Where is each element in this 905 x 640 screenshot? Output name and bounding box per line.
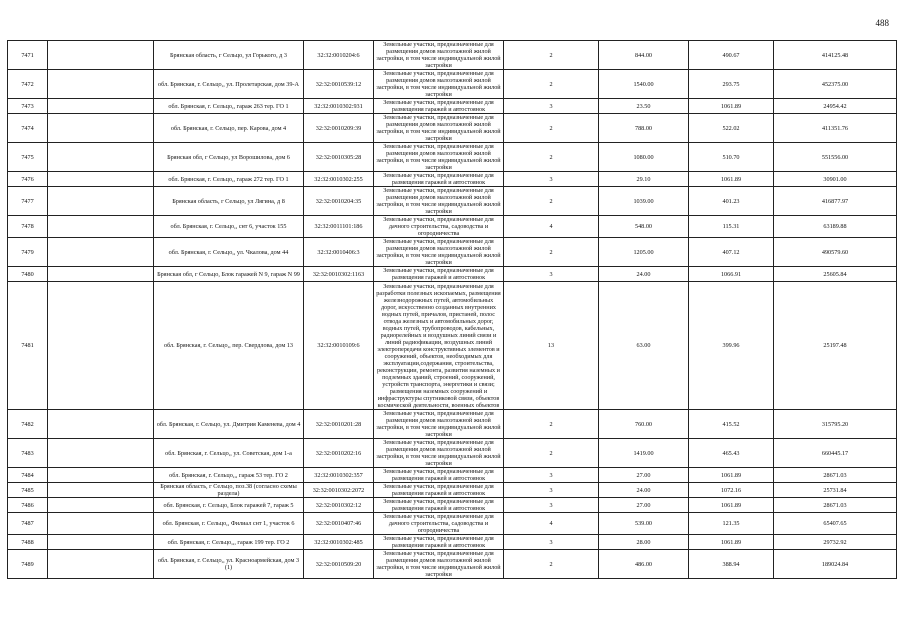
cadastral-number-cell: 32:32:0010302:357 bbox=[304, 468, 374, 483]
address-cell: обл. Брянская, г. Сельцо,, пер. Свердлова, дом 13 bbox=[154, 282, 304, 410]
cadastral-number-cell: 32:32:0010202:16 bbox=[304, 439, 374, 468]
empty-cell bbox=[48, 535, 154, 550]
area-cell: 1205.00 bbox=[599, 238, 689, 267]
cadastral-number-cell: 32:32:0010302:12 bbox=[304, 498, 374, 513]
cadastral-number-cell: 32:32:0011101:186 bbox=[304, 216, 374, 238]
row-number: 7473 bbox=[8, 99, 48, 114]
cadastral-value-cell: 490579.60 bbox=[774, 238, 897, 267]
empty-cell bbox=[48, 550, 154, 579]
cadastral-number-cell: 32:32:0010302:1163 bbox=[304, 267, 374, 282]
table-row bbox=[8, 99, 897, 114]
cadastral-value-cell: 28671.03 bbox=[774, 498, 897, 513]
empty-cell bbox=[48, 483, 154, 498]
use-group-cell: 3 bbox=[504, 172, 599, 187]
area-cell: 29.10 bbox=[599, 172, 689, 187]
area-cell: 23.50 bbox=[599, 99, 689, 114]
address-cell: обл. Брянская, г. Сельцо,, ул. Советская, дом 1-а bbox=[154, 439, 304, 468]
use-group-cell: 2 bbox=[504, 187, 599, 216]
address-cell: обл. Брянская, г. Сельцо, пер. Карова, дом 4 bbox=[154, 114, 304, 143]
table-row bbox=[8, 41, 897, 70]
land-use-cell: Земельные участки, предназначенные для размещения гаражей и автостоянок bbox=[374, 468, 504, 483]
use-group-cell: 2 bbox=[504, 550, 599, 579]
empty-cell bbox=[48, 99, 154, 114]
table-row bbox=[8, 498, 897, 513]
area-cell: 539.00 bbox=[599, 513, 689, 535]
specific-value-cell: 407.12 bbox=[689, 238, 774, 267]
table-row bbox=[8, 172, 897, 187]
use-group-cell: 2 bbox=[504, 410, 599, 439]
table-row bbox=[8, 483, 897, 498]
empty-cell bbox=[48, 513, 154, 535]
land-use-cell: Земельные участки, предназначенные для размещения домов малоэтажной жилой застройки, в том числе индивидуальной жилой застройки bbox=[374, 143, 504, 172]
use-group-cell: 3 bbox=[504, 267, 599, 282]
land-use-cell: Земельные участки, предназначенные для размещения домов малоэтажной жилой застройки, в том числе индивидуальной жилой застройки bbox=[374, 550, 504, 579]
specific-value-cell: 1061.89 bbox=[689, 99, 774, 114]
empty-cell bbox=[48, 267, 154, 282]
cadastral-number-cell: 32:32:0010204:35 bbox=[304, 187, 374, 216]
empty-cell bbox=[48, 187, 154, 216]
address-cell: Брянская область, г Сельцо, поз.38 (согласно схемы раздела) bbox=[154, 483, 304, 498]
land-use-cell: Земельные участки, предназначенные для размещения домов малоэтажной жилой застройки, в том числе индивидуальной жилой застройки bbox=[374, 114, 504, 143]
table-row bbox=[8, 187, 897, 216]
row-number: 7483 bbox=[8, 439, 48, 468]
specific-value-cell: 115.31 bbox=[689, 216, 774, 238]
use-group-cell: 3 bbox=[504, 483, 599, 498]
table-row bbox=[8, 267, 897, 282]
use-group-cell: 2 bbox=[504, 143, 599, 172]
cadastral-number-cell: 32:32:0010407:46 bbox=[304, 513, 374, 535]
land-use-cell: Земельные участки, предназначенные для размещения гаражей и автостоянок bbox=[374, 483, 504, 498]
cadastral-number-cell: 32:32:0010109:6 bbox=[304, 282, 374, 410]
row-number: 7484 bbox=[8, 468, 48, 483]
land-use-cell: Земельные участки, предназначенные для размещения домов малоэтажной жилой застройки, в том числе индивидуальной жилой застройки bbox=[374, 238, 504, 267]
use-group-cell: 4 bbox=[504, 513, 599, 535]
row-number: 7478 bbox=[8, 216, 48, 238]
address-cell: обл. Брянская, г. Сельцо,, Филиал снт 1, участок 6 bbox=[154, 513, 304, 535]
row-number: 7476 bbox=[8, 172, 48, 187]
area-cell: 27.00 bbox=[599, 468, 689, 483]
table-row bbox=[8, 410, 897, 439]
specific-value-cell: 1061.89 bbox=[689, 172, 774, 187]
address-cell: Брянская область, г Сельцо, ул Горького, д 3 bbox=[154, 41, 304, 70]
use-group-cell: 4 bbox=[504, 216, 599, 238]
specific-value-cell: 490.67 bbox=[689, 41, 774, 70]
specific-value-cell: 121.35 bbox=[689, 513, 774, 535]
table-row bbox=[8, 70, 897, 99]
cadastral-number-cell: 32:32:0010201:28 bbox=[304, 410, 374, 439]
cadastral-number-cell: 32:32:0010302:2072 bbox=[304, 483, 374, 498]
empty-cell bbox=[48, 410, 154, 439]
specific-value-cell: 399.96 bbox=[689, 282, 774, 410]
area-cell: 844.00 bbox=[599, 41, 689, 70]
address-cell: обл. Брянская, г. Сельцо,, гараж 272 тер. ГО 1 bbox=[154, 172, 304, 187]
cadastral-value-table bbox=[7, 40, 897, 579]
cadastral-number-cell: 32:32:0010204:6 bbox=[304, 41, 374, 70]
specific-value-cell: 522.02 bbox=[689, 114, 774, 143]
row-number: 7489 bbox=[8, 550, 48, 579]
area-cell: 1419.00 bbox=[599, 439, 689, 468]
specific-value-cell: 1061.89 bbox=[689, 535, 774, 550]
table-row bbox=[8, 216, 897, 238]
area-cell: 760.00 bbox=[599, 410, 689, 439]
cadastral-value-cell: 411351.76 bbox=[774, 114, 897, 143]
cadastral-value-cell: 25731.84 bbox=[774, 483, 897, 498]
land-use-cell: Земельные участки, предназначенные для размещения гаражей и автостоянок bbox=[374, 99, 504, 114]
cadastral-number-cell: 32:32:0010406:3 bbox=[304, 238, 374, 267]
use-group-cell: 13 bbox=[504, 282, 599, 410]
land-use-cell: Земельные участки, предназначенные для размещения домов малоэтажной жилой застройки, в том числе индивидуальной жилой застройки bbox=[374, 70, 504, 99]
address-cell: обл. Брянская, г. Сельцо, ул. Дмитрия Каменева, дом 4 bbox=[154, 410, 304, 439]
cadastral-number-cell: 32:32:0010509:20 bbox=[304, 550, 374, 579]
use-group-cell: 3 bbox=[504, 468, 599, 483]
specific-value-cell: 388.94 bbox=[689, 550, 774, 579]
land-use-cell: Земельные участки, предназначенные для размещения домов малоэтажной жилой застройки, в том числе индивидуальной жилой застройки bbox=[374, 439, 504, 468]
address-cell: Брянская обл, г Сельцо, ул Ворошилова, дом 6 bbox=[154, 143, 304, 172]
cadastral-value-cell: 30901.00 bbox=[774, 172, 897, 187]
empty-cell bbox=[48, 143, 154, 172]
cadastral-value-cell: 25197.48 bbox=[774, 282, 897, 410]
table-row bbox=[8, 114, 897, 143]
specific-value-cell: 293.75 bbox=[689, 70, 774, 99]
use-group-cell: 2 bbox=[504, 238, 599, 267]
row-number: 7482 bbox=[8, 410, 48, 439]
specific-value-cell: 1066.91 bbox=[689, 267, 774, 282]
table-body bbox=[8, 41, 897, 579]
empty-cell bbox=[48, 468, 154, 483]
cadastral-value-cell: 551556.00 bbox=[774, 143, 897, 172]
row-number: 7488 bbox=[8, 535, 48, 550]
cadastral-number-cell: 32:32:0010302:485 bbox=[304, 535, 374, 550]
cadastral-number-cell: 32:32:0010209:39 bbox=[304, 114, 374, 143]
land-use-cell: Земельные участки, предназначенные для размещения домов малоэтажной жилой застройки, в том числе индивидуальной жилой застройки bbox=[374, 41, 504, 70]
row-number: 7485 bbox=[8, 483, 48, 498]
cadastral-number-cell: 32:32:0010305:28 bbox=[304, 143, 374, 172]
address-cell: обл. Брянская, г. Сельцо,, ул. Чкалова, дом 44 bbox=[154, 238, 304, 267]
use-group-cell: 3 bbox=[504, 535, 599, 550]
land-use-cell: Земельные участки, предназначенные для размещения домов малоэтажной жилой застройки, в том числе индивидуальной жилой застройки bbox=[374, 187, 504, 216]
empty-cell bbox=[48, 172, 154, 187]
row-number: 7480 bbox=[8, 267, 48, 282]
use-group-cell: 2 bbox=[504, 439, 599, 468]
empty-cell bbox=[48, 238, 154, 267]
address-cell: обл. Брянская, г. Сельцо,, ул. Пролетарская, дом 39-А bbox=[154, 70, 304, 99]
cadastral-number-cell: 32:32:0010539:12 bbox=[304, 70, 374, 99]
address-cell: Брянская область, г Сельцо, ул Лягина, д 8 bbox=[154, 187, 304, 216]
land-use-cell: Земельные участки, предназначенные для размещения домов малоэтажной жилой застройки, в том числе индивидуальной жилой застройки bbox=[374, 410, 504, 439]
empty-cell bbox=[48, 114, 154, 143]
address-cell: обл. Брянская, г. Сельцо,,, гараж 53 тер. ГО 2 bbox=[154, 468, 304, 483]
area-cell: 1039.00 bbox=[599, 187, 689, 216]
specific-value-cell: 465.43 bbox=[689, 439, 774, 468]
specific-value-cell: 1061.89 bbox=[689, 498, 774, 513]
cadastral-value-cell: 414125.48 bbox=[774, 41, 897, 70]
row-number: 7475 bbox=[8, 143, 48, 172]
table-row bbox=[8, 468, 897, 483]
land-use-cell: Земельные участки, предназначенные для дачного строительства, садоводства и огородничества bbox=[374, 216, 504, 238]
page-number: 488 bbox=[875, 18, 889, 28]
use-group-cell: 2 bbox=[504, 70, 599, 99]
table-row bbox=[8, 513, 897, 535]
address-cell: обл. Брянская, г. Сельцо,, гараж 263 тер. ГО 1 bbox=[154, 99, 304, 114]
specific-value-cell: 401.23 bbox=[689, 187, 774, 216]
use-group-cell: 3 bbox=[504, 498, 599, 513]
area-cell: 1540.00 bbox=[599, 70, 689, 99]
area-cell: 24.00 bbox=[599, 267, 689, 282]
specific-value-cell: 1072.16 bbox=[689, 483, 774, 498]
area-cell: 548.00 bbox=[599, 216, 689, 238]
land-use-cell: Земельные участки, предназначенные для дачного строительства, садоводства и огородничества bbox=[374, 513, 504, 535]
cadastral-value-cell: 660445.17 bbox=[774, 439, 897, 468]
specific-value-cell: 415.52 bbox=[689, 410, 774, 439]
cadastral-value-cell: 24954.42 bbox=[774, 99, 897, 114]
empty-cell bbox=[48, 439, 154, 468]
row-number: 7474 bbox=[8, 114, 48, 143]
row-number: 7471 bbox=[8, 41, 48, 70]
row-number: 7479 bbox=[8, 238, 48, 267]
area-cell: 27.00 bbox=[599, 498, 689, 513]
land-use-cell: Земельные участки, предназначенные для размещения гаражей и автостоянок bbox=[374, 267, 504, 282]
use-group-cell: 2 bbox=[504, 114, 599, 143]
land-use-cell: Земельные участки, предназначенные для размещения гаражей и автостоянок bbox=[374, 535, 504, 550]
area-cell: 1080.00 bbox=[599, 143, 689, 172]
land-use-cell: Земельные участки, предназначенные для размещения гаражей и автостоянок bbox=[374, 498, 504, 513]
specific-value-cell: 1061.89 bbox=[689, 468, 774, 483]
area-cell: 63.00 bbox=[599, 282, 689, 410]
use-group-cell: 2 bbox=[504, 41, 599, 70]
table-row bbox=[8, 550, 897, 579]
row-number: 7487 bbox=[8, 513, 48, 535]
row-number: 7481 bbox=[8, 282, 48, 410]
use-group-cell: 3 bbox=[504, 99, 599, 114]
cadastral-value-cell: 416877.97 bbox=[774, 187, 897, 216]
empty-cell bbox=[48, 70, 154, 99]
cadastral-value-cell: 452375.00 bbox=[774, 70, 897, 99]
empty-cell bbox=[48, 282, 154, 410]
row-number: 7472 bbox=[8, 70, 48, 99]
address-cell: обл. Брянская, г. Сельцо, Блок гаражей 7, гараж 5 bbox=[154, 498, 304, 513]
empty-cell bbox=[48, 216, 154, 238]
specific-value-cell: 510.70 bbox=[689, 143, 774, 172]
table-row bbox=[8, 282, 897, 410]
address-cell: обл. Брянская, г. Сельцо,,, гараж 199 тер. ГО 2 bbox=[154, 535, 304, 550]
area-cell: 788.00 bbox=[599, 114, 689, 143]
cadastral-value-cell: 25605.84 bbox=[774, 267, 897, 282]
area-cell: 486.00 bbox=[599, 550, 689, 579]
empty-cell bbox=[48, 41, 154, 70]
cadastral-value-cell: 28671.03 bbox=[774, 468, 897, 483]
address-cell: Брянская обл, г Сельцо, Блок гаражей N 9, гараж N 99 bbox=[154, 267, 304, 282]
cadastral-value-cell: 189024.84 bbox=[774, 550, 897, 579]
empty-cell bbox=[48, 498, 154, 513]
land-use-cell: Земельные участки, предназначенные для разработки полезных ископаемых, размещения железнодорожных путей, автомобильных дорог, искусственно созданных внутренних водных путей, причалов, пристаней, полос отвода железных и автомобильных дорог, водных путей, трубопроводов, кабельных, радиорелейных и воздушных линий связи и линий радиофикации, воздушных линий электропередачи конструктивных элементов и сооружений, объектов, необходимых для эксплуатации,содержания, строительства, реконструкции, ремонта, развития наземных и подземных зданий, строений, сооружений, устройств транспорта, энергетики и связи; размещения наземных сооружений и инфраструктуры спутниковой связи, объектов космической деятельности, военных объектов bbox=[374, 282, 504, 410]
row-number: 7477 bbox=[8, 187, 48, 216]
table-row bbox=[8, 535, 897, 550]
cadastral-number-cell: 32:32:0010302:255 bbox=[304, 172, 374, 187]
table-row bbox=[8, 439, 897, 468]
cadastral-value-cell: 65407.65 bbox=[774, 513, 897, 535]
cadastral-number-cell: 32:32:0010302:931 bbox=[304, 99, 374, 114]
land-use-cell: Земельные участки, предназначенные для размещения гаражей и автостоянок bbox=[374, 172, 504, 187]
table-row bbox=[8, 238, 897, 267]
area-cell: 24.00 bbox=[599, 483, 689, 498]
address-cell: обл. Брянская, г. Сельцо,, ул. Красноармейская, дом 3 (1) bbox=[154, 550, 304, 579]
row-number: 7486 bbox=[8, 498, 48, 513]
cadastral-value-cell: 29732.92 bbox=[774, 535, 897, 550]
cadastral-value-cell: 63189.88 bbox=[774, 216, 897, 238]
address-cell: обл. Брянская, г. Сельцо,, снт 6, участок 155 bbox=[154, 216, 304, 238]
cadastral-value-cell: 315795.20 bbox=[774, 410, 897, 439]
table-row bbox=[8, 143, 897, 172]
area-cell: 28.00 bbox=[599, 535, 689, 550]
